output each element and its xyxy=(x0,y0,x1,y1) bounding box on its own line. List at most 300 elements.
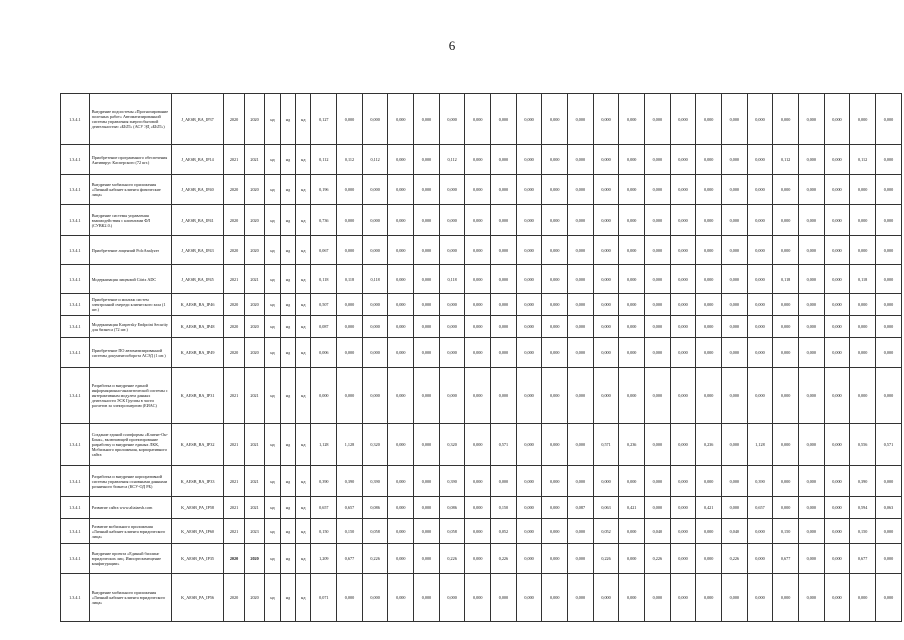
table-cell: 1.3.4.1 xyxy=(61,175,90,205)
table-cell: 0,000 xyxy=(747,338,773,368)
table-cell: 0,000 xyxy=(850,574,876,622)
table-cell: 0,000 xyxy=(542,574,568,622)
table-cell: 0,000 xyxy=(875,574,901,622)
table-cell: 0,000 xyxy=(414,338,440,368)
table-cell: 1.3.4.1 xyxy=(61,205,90,236)
table-cell: 0,000 xyxy=(593,145,619,175)
table-cell: 0,000 xyxy=(747,544,773,574)
table-cell: 0,000 xyxy=(516,175,542,205)
table-cell: 0,000 xyxy=(516,145,542,175)
table-cell: 0,000 xyxy=(670,145,696,175)
table-cell: 0,226 xyxy=(439,544,465,574)
table-cell: 0,040 xyxy=(645,519,671,544)
table-cell: 0,000 xyxy=(645,368,671,424)
table-cell: 0,000 xyxy=(670,497,696,519)
table-cell: 0,000 xyxy=(747,265,773,294)
table-cell: 0,571 xyxy=(491,424,517,466)
table-cell: 0,000 xyxy=(747,236,773,265)
table-cell: нд xyxy=(265,519,280,544)
table-cell: 2020 xyxy=(244,316,265,338)
table-cell: 0,000 xyxy=(568,368,594,424)
table-cell: 0,000 xyxy=(696,94,722,145)
table-cell: 0,000 xyxy=(337,574,363,622)
table-cell: 0,236 xyxy=(619,424,645,466)
table-cell: 0,226 xyxy=(593,544,619,574)
table-cell: 0,000 xyxy=(414,316,440,338)
project-code-cell: K_AESB_BA_IP31 xyxy=(171,368,223,424)
table-cell: 0,000 xyxy=(388,145,414,175)
table-cell: 0,000 xyxy=(542,544,568,574)
table-cell: 0,000 xyxy=(542,205,568,236)
table-cell: 0,150 xyxy=(773,519,799,544)
table-cell: 0,000 xyxy=(619,368,645,424)
project-name-cell: Модернизация лицензий Citrix ADC xyxy=(89,265,171,294)
table-cell: 0,000 xyxy=(542,497,568,519)
table-cell: 0,000 xyxy=(721,294,747,316)
table-cell: 0,006 xyxy=(311,338,337,368)
table-cell: 0,000 xyxy=(824,519,850,544)
project-code-cell: J_AESB_BA_IP43 xyxy=(171,236,223,265)
table-cell: нд xyxy=(296,294,311,316)
table-cell: 0,000 xyxy=(593,294,619,316)
table-cell: 0,000 xyxy=(388,205,414,236)
table-cell: 0,000 xyxy=(619,94,645,145)
table-cell: 0,000 xyxy=(516,368,542,424)
table-cell: 0,000 xyxy=(670,519,696,544)
table-cell: 0,000 xyxy=(645,145,671,175)
table-cell: 0,000 xyxy=(670,466,696,497)
table-cell: 0,000 xyxy=(439,94,465,145)
table-cell: 0,000 xyxy=(850,338,876,368)
table-cell: 0,226 xyxy=(645,544,671,574)
table-cell: 0,000 xyxy=(593,574,619,622)
table-cell: 0,000 xyxy=(337,205,363,236)
table-cell: 0,000 xyxy=(619,294,645,316)
table-cell: 0,000 xyxy=(875,466,901,497)
table-cell: 0,000 xyxy=(773,424,799,466)
table-cell: 1.3.4.1 xyxy=(61,424,90,466)
table-cell: 0,000 xyxy=(721,205,747,236)
table-cell: 0,000 xyxy=(465,497,491,519)
table-row xyxy=(61,497,902,519)
table-row xyxy=(61,519,902,544)
project-name-cell: Разработка и внедрение единой информационно-аналитической системы с интерактивным модулем данных деятельности ЭСК Группы в части расчетов за электроэнергию (ЕИАС) xyxy=(89,368,171,424)
table-cell: нд xyxy=(265,205,280,236)
project-name-cell: Разработка и внедрение корпоративной системы управления основными данными розничного бизнеса (КСУ-ОД РБ) xyxy=(89,466,171,497)
table-row xyxy=(61,466,902,497)
table-cell: 0,000 xyxy=(568,94,594,145)
table-cell: 0,000 xyxy=(465,316,491,338)
investment-table-wrapper xyxy=(60,93,902,640)
table-cell: 1.3.4.1 xyxy=(61,236,90,265)
project-name-cell: Внедрение проекта «Единый биллинг юридических лиц. Импортозамещение конфигурации» xyxy=(89,544,171,574)
table-cell: 0,000 xyxy=(721,338,747,368)
table-cell: 0,000 xyxy=(362,338,388,368)
table-cell: 0,000 xyxy=(516,497,542,519)
table-cell: 0,000 xyxy=(491,205,517,236)
project-name-cell: Развитие мобильного приложения «Личный кабинет клиента юридического лица» xyxy=(89,519,171,544)
table-cell: 0,000 xyxy=(824,574,850,622)
table-cell: 2020 xyxy=(244,574,265,622)
table-cell: 0,000 xyxy=(439,338,465,368)
table-cell: 0,000 xyxy=(773,316,799,338)
table-cell: 0,000 xyxy=(388,265,414,294)
table-cell: 0,000 xyxy=(414,519,440,544)
table-cell: 0,000 xyxy=(491,316,517,338)
table-cell: нд xyxy=(265,145,280,175)
table-cell: 2023 xyxy=(244,519,265,544)
table-body xyxy=(61,94,902,622)
table-cell: 0,000 xyxy=(516,338,542,368)
table-cell: 0,000 xyxy=(465,368,491,424)
table-cell: 0,000 xyxy=(337,294,363,316)
table-cell: 0,000 xyxy=(773,368,799,424)
table-cell: 0,000 xyxy=(388,544,414,574)
table-cell: 0,000 xyxy=(747,368,773,424)
table-cell: нд xyxy=(280,338,295,368)
table-cell: 0,594 xyxy=(850,497,876,519)
table-cell: 0,677 xyxy=(337,544,363,574)
table-cell: 0,063 xyxy=(875,497,901,519)
table-cell: 0,112 xyxy=(311,145,337,175)
table-cell: 0,000 xyxy=(798,94,824,145)
table-cell: 0,000 xyxy=(798,368,824,424)
project-code-cell: K_AESB_BA_IP32 xyxy=(171,424,223,466)
table-cell: 0,000 xyxy=(619,466,645,497)
table-cell: 0,000 xyxy=(568,519,594,544)
table-cell: 0,000 xyxy=(593,94,619,145)
table-cell: 0,000 xyxy=(721,574,747,622)
table-cell: нд xyxy=(280,294,295,316)
table-cell: 2021 xyxy=(224,466,245,497)
table-cell: 0,000 xyxy=(798,205,824,236)
table-cell: 0,000 xyxy=(542,175,568,205)
table-cell: 0,000 xyxy=(824,94,850,145)
table-cell: 0,000 xyxy=(516,236,542,265)
project-name-cell: Развитие сайта www.altaiaesb.com xyxy=(89,497,171,519)
table-cell: 1.3.4.1 xyxy=(61,316,90,338)
table-cell: 0,421 xyxy=(619,497,645,519)
table-cell: 0,000 xyxy=(875,94,901,145)
table-cell: 0,000 xyxy=(721,265,747,294)
table-cell: 2021 xyxy=(224,368,245,424)
table-cell: 0,000 xyxy=(619,205,645,236)
table-cell: 0,000 xyxy=(362,294,388,316)
table-cell: 0,000 xyxy=(824,294,850,316)
table-cell: 0,000 xyxy=(747,519,773,544)
table-cell: 0,226 xyxy=(721,544,747,574)
table-cell: 0,000 xyxy=(568,236,594,265)
table-cell: 0,000 xyxy=(619,519,645,544)
table-cell: нд xyxy=(280,544,295,574)
table-cell: нд xyxy=(296,338,311,368)
table-cell: 0,000 xyxy=(568,205,594,236)
table-cell: 0,000 xyxy=(747,574,773,622)
table-cell: 0,556 xyxy=(850,424,876,466)
table-cell: 0,000 xyxy=(875,544,901,574)
table-cell: 0,000 xyxy=(850,316,876,338)
table-cell: 0,000 xyxy=(645,316,671,338)
table-cell: 2020 xyxy=(224,338,245,368)
table-cell: 2020 xyxy=(224,175,245,205)
table-cell: 0,000 xyxy=(568,424,594,466)
table-cell: 0,000 xyxy=(824,205,850,236)
table-cell: 0,000 xyxy=(721,94,747,145)
table-cell: 0,000 xyxy=(696,294,722,316)
table-cell: 0,000 xyxy=(875,205,901,236)
table-cell: 0,000 xyxy=(542,236,568,265)
table-cell: 0,000 xyxy=(491,466,517,497)
table-cell: 0,000 xyxy=(568,316,594,338)
table-cell: 0,000 xyxy=(850,294,876,316)
table-cell: 0,000 xyxy=(491,175,517,205)
table-cell: 0,657 xyxy=(747,497,773,519)
table-cell: 0,390 xyxy=(337,466,363,497)
table-cell: 0,571 xyxy=(875,424,901,466)
table-cell: 0,000 xyxy=(773,94,799,145)
table-cell: 0,000 xyxy=(875,338,901,368)
table-cell: 2021 xyxy=(224,424,245,466)
table-cell: 0,000 xyxy=(388,338,414,368)
table-cell: 1.3.4.1 xyxy=(61,294,90,316)
investment-table xyxy=(60,93,902,622)
table-cell: 0,000 xyxy=(439,294,465,316)
table-cell: 0,000 xyxy=(465,175,491,205)
table-cell: 0,000 xyxy=(491,94,517,145)
table-cell: 0,052 xyxy=(491,519,517,544)
table-cell: 0,000 xyxy=(414,424,440,466)
table-cell: 1.3.4.1 xyxy=(61,574,90,622)
project-name-cell: Внедрение подсистемы «Прогнозирование полезных работ» Автоматизированной системы управления энергосбытовой деятельностью «БЫТ» (АСУ ЭД «БЫТ») xyxy=(89,94,171,145)
table-cell: 0,000 xyxy=(798,544,824,574)
table-cell: нд xyxy=(296,424,311,466)
table-cell: 2021 xyxy=(244,424,265,466)
table-cell: 0,000 xyxy=(824,265,850,294)
table-cell: 0,000 xyxy=(516,466,542,497)
table-cell: 0,150 xyxy=(491,497,517,519)
table-cell: 0,000 xyxy=(414,145,440,175)
table-cell: 0,000 xyxy=(542,368,568,424)
table-cell: 0,000 xyxy=(875,294,901,316)
table-cell: 0,000 xyxy=(696,338,722,368)
table-cell: 2020 xyxy=(224,205,245,236)
table-cell: 0,000 xyxy=(568,175,594,205)
table-cell: нд xyxy=(280,145,295,175)
table-cell: 0,000 xyxy=(645,497,671,519)
table-cell: 0,000 xyxy=(593,205,619,236)
table-cell: 0,000 xyxy=(516,424,542,466)
table-cell: 2021 xyxy=(224,265,245,294)
table-cell: 0,000 xyxy=(645,338,671,368)
table-cell: 0,000 xyxy=(568,574,594,622)
table-cell: нд xyxy=(296,236,311,265)
table-cell: 0,000 xyxy=(465,294,491,316)
table-cell: 0,000 xyxy=(824,424,850,466)
table-cell: 0,000 xyxy=(593,316,619,338)
table-cell: 0,000 xyxy=(542,424,568,466)
table-cell: нд xyxy=(296,497,311,519)
table-cell: 0,000 xyxy=(721,236,747,265)
table-cell: 0,112 xyxy=(850,145,876,175)
table-cell: 0,067 xyxy=(311,236,337,265)
table-cell: 0,226 xyxy=(362,544,388,574)
table-cell: 0,000 xyxy=(311,368,337,424)
table-cell: нд xyxy=(296,574,311,622)
table-cell: 0,000 xyxy=(619,316,645,338)
table-cell: 0,657 xyxy=(311,497,337,519)
table-cell: 0,000 xyxy=(670,236,696,265)
table-cell: 0,000 xyxy=(388,519,414,544)
table-cell: 0,000 xyxy=(619,145,645,175)
table-cell: 1.3.4.1 xyxy=(61,544,90,574)
table-cell: 0,000 xyxy=(593,265,619,294)
table-cell: 0,000 xyxy=(414,574,440,622)
table-cell: нд xyxy=(265,544,280,574)
table-cell: 0,000 xyxy=(721,316,747,338)
project-code-cell: K_AESB_PA_IP35 xyxy=(171,544,223,574)
table-cell: нд xyxy=(280,424,295,466)
table-cell: нд xyxy=(296,265,311,294)
table-cell: 0,000 xyxy=(670,175,696,205)
table-cell: 0,000 xyxy=(388,424,414,466)
table-cell: 0,000 xyxy=(875,316,901,338)
table-row xyxy=(61,205,902,236)
table-cell: 0,000 xyxy=(337,368,363,424)
table-cell: 0,000 xyxy=(798,519,824,544)
table-cell: нд xyxy=(280,175,295,205)
table-cell: 0,000 xyxy=(414,265,440,294)
table-cell: 0,000 xyxy=(824,466,850,497)
table-cell: 0,000 xyxy=(465,466,491,497)
table-cell: 0,000 xyxy=(696,466,722,497)
table-cell: 2020 xyxy=(224,294,245,316)
table-cell: 0,000 xyxy=(670,424,696,466)
table-cell: 2020 xyxy=(244,94,265,145)
table-cell: нд xyxy=(296,368,311,424)
table-cell: 0,736 xyxy=(311,205,337,236)
table-cell: 0,000 xyxy=(568,544,594,574)
project-name-cell: Приобретение ПО автоматизированной системы документооборота АСЭД (1 шт.) xyxy=(89,338,171,368)
table-cell: 0,000 xyxy=(798,497,824,519)
table-cell: нд xyxy=(296,94,311,145)
table-cell: 2021 xyxy=(244,265,265,294)
table-cell: 0,000 xyxy=(824,338,850,368)
table-cell: 0,000 xyxy=(568,145,594,175)
table-cell: 0,000 xyxy=(439,368,465,424)
table-cell: 0,000 xyxy=(721,466,747,497)
table-cell: 0,320 xyxy=(439,424,465,466)
table-cell: 0,000 xyxy=(798,316,824,338)
table-cell: 0,000 xyxy=(798,175,824,205)
table-cell: 0,000 xyxy=(747,294,773,316)
table-cell: 0,000 xyxy=(696,316,722,338)
table-cell: 0,000 xyxy=(747,175,773,205)
table-cell: 0,000 xyxy=(824,497,850,519)
table-cell: 0,127 xyxy=(311,94,337,145)
table-cell: 0,000 xyxy=(798,466,824,497)
table-cell: 0,000 xyxy=(670,368,696,424)
table-cell: нд xyxy=(280,265,295,294)
table-cell: 0,000 xyxy=(619,544,645,574)
table-cell: 0,000 xyxy=(875,175,901,205)
table-cell: 0,000 xyxy=(465,145,491,175)
table-cell: нд xyxy=(265,294,280,316)
table-cell: 0,000 xyxy=(721,368,747,424)
table-cell: 0,000 xyxy=(721,145,747,175)
table-row xyxy=(61,574,902,622)
table-cell: 0,000 xyxy=(568,466,594,497)
table-cell: 2021 xyxy=(244,497,265,519)
table-cell: 0,000 xyxy=(696,175,722,205)
table-cell: 0,000 xyxy=(516,94,542,145)
table-cell: 0,000 xyxy=(542,145,568,175)
table-cell: 0,507 xyxy=(311,294,337,316)
table-cell: 0,000 xyxy=(388,175,414,205)
table-cell: нд xyxy=(296,466,311,497)
table-cell: 0,000 xyxy=(696,265,722,294)
table-cell: нд xyxy=(265,316,280,338)
table-cell: 0,000 xyxy=(670,574,696,622)
table-cell: 0,000 xyxy=(388,497,414,519)
table-cell: 0,000 xyxy=(465,424,491,466)
table-cell: 0,112 xyxy=(439,145,465,175)
table-cell: 0,000 xyxy=(362,236,388,265)
table-cell: 0,000 xyxy=(593,466,619,497)
table-cell: 0,000 xyxy=(798,145,824,175)
table-cell: 0,000 xyxy=(850,368,876,424)
table-cell: 0,390 xyxy=(439,466,465,497)
table-row xyxy=(61,175,902,205)
table-cell: 0,000 xyxy=(542,294,568,316)
table-cell: 0,000 xyxy=(593,338,619,368)
table-cell: нд xyxy=(296,519,311,544)
table-cell: 0,390 xyxy=(747,466,773,497)
table-cell: 0,000 xyxy=(824,175,850,205)
table-cell: 2020 xyxy=(244,236,265,265)
table-cell: 1.3.4.1 xyxy=(61,94,90,145)
table-cell: 2020 xyxy=(244,544,265,574)
table-cell: 0,000 xyxy=(798,236,824,265)
table-cell: 0,000 xyxy=(875,265,901,294)
table-cell: 0,063 xyxy=(593,497,619,519)
table-cell: 0,000 xyxy=(824,368,850,424)
table-cell: 0,000 xyxy=(773,574,799,622)
table-cell: нд xyxy=(265,338,280,368)
table-cell: нд xyxy=(280,519,295,544)
table-cell: 0,000 xyxy=(362,205,388,236)
table-cell: нд xyxy=(265,94,280,145)
table-cell: 0,000 xyxy=(491,574,517,622)
table-cell: 0,000 xyxy=(516,316,542,338)
table-cell: 0,000 xyxy=(696,368,722,424)
table-cell: 0,000 xyxy=(414,94,440,145)
table-cell: 0,112 xyxy=(337,145,363,175)
table-cell: 0,150 xyxy=(337,519,363,544)
table-cell: 0,000 xyxy=(645,236,671,265)
table-cell: 2021 xyxy=(244,368,265,424)
table-cell: 0,000 xyxy=(542,338,568,368)
table-cell: 0,118 xyxy=(362,265,388,294)
table-cell: 0,390 xyxy=(850,466,876,497)
table-cell: 0,000 xyxy=(670,265,696,294)
table-cell: нд xyxy=(280,316,295,338)
table-cell: 0,000 xyxy=(465,338,491,368)
table-cell: 2020 xyxy=(244,205,265,236)
table-cell: нд xyxy=(280,368,295,424)
table-cell: 0,000 xyxy=(670,94,696,145)
table-row xyxy=(61,368,902,424)
table-cell: 1,128 xyxy=(311,424,337,466)
